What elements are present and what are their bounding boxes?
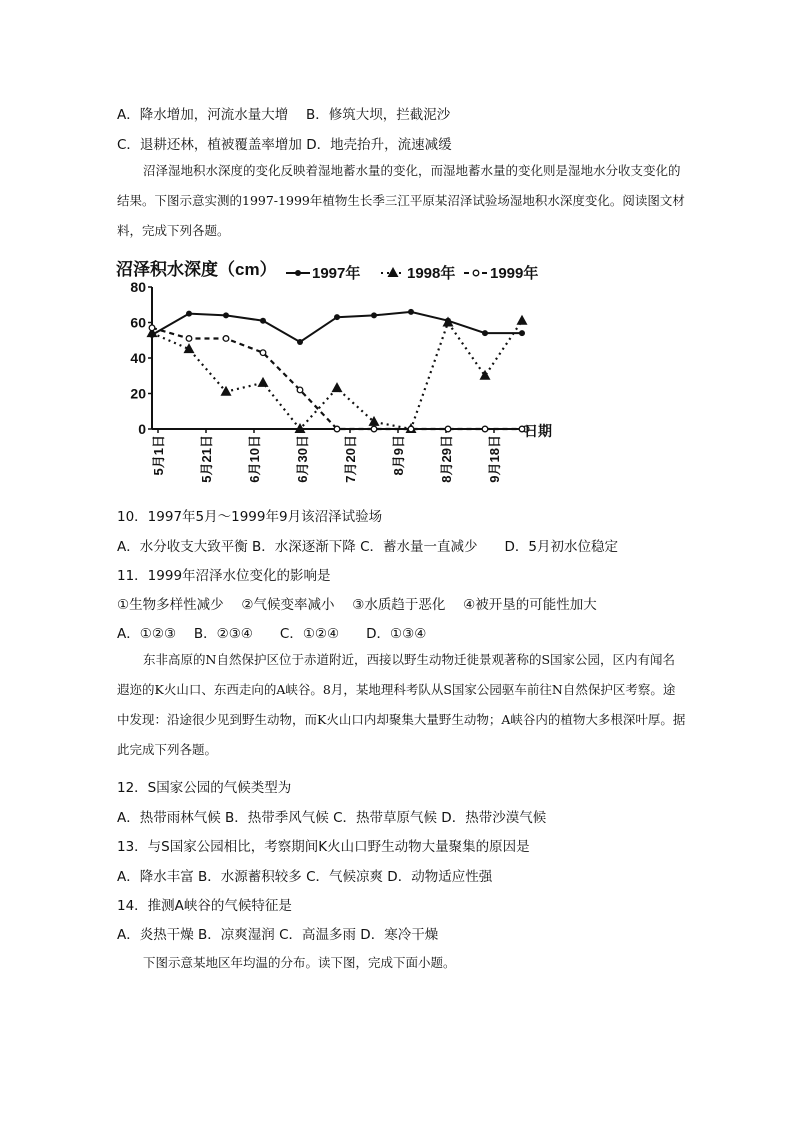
data-point-1997年 (297, 339, 303, 345)
legend-label-1999年: 1999年 (490, 265, 539, 282)
question-9-options-ab: A．降水增加，河流水量大增 B．修筑大坝，拦截泥沙 (117, 107, 451, 123)
passage-temperature (117, 948, 687, 978)
data-point-1999年 (334, 426, 340, 432)
data-point-1999年 (297, 387, 303, 393)
question-9-options-cd: C．退耕还林，植被覆盖率增加 D．地壳抬升，流速减缓 (117, 137, 452, 153)
passage-east-africa-text: 东非高原的N自然保护区位于赤道附近，西接以野生动物迁徙景观著称的S国家公园，区内有闻名遐迩的K火山口、东西走向的A峡谷。8月，某地理科考队从S国家公园驱车前往N自然保护区考察。途中发现：沿途很少见到野生动物，而K火山口内却聚集大量野生动物；A峡谷内的植物大多根深叶厚。据此完成下列各题。 (117, 652, 686, 757)
data-point-1998年 (332, 382, 343, 392)
x-tick-label: 8月9日 (391, 435, 406, 476)
data-point-1997年 (519, 330, 525, 336)
question-11-options: A．①②③ B．②③④ C．①②④ D．①③④ (117, 626, 427, 642)
data-point-1999年 (408, 426, 414, 432)
data-point-1999年 (445, 426, 451, 432)
y-tick-label-0: 0 (138, 421, 146, 437)
question-14-stem: 14．推测A峡谷的气候特征是 (117, 898, 292, 914)
data-point-1997年 (371, 312, 377, 318)
data-point-1998年 (258, 377, 269, 387)
question-12-stem: 12．S国家公园的气候类型为 (117, 780, 292, 796)
data-point-1999年 (149, 325, 155, 331)
data-point-1997年 (223, 312, 229, 318)
passage-swamp (117, 156, 687, 246)
x-tick-label: 6月10日 (247, 435, 262, 483)
y-tick-label-40: 40 (130, 350, 146, 366)
legend-label-1998年: 1998年 (407, 265, 456, 282)
x-axis-label: 日期 (524, 423, 552, 439)
passage-swamp-text: 沼泽湿地积水深度的变化反映着湿地蓄水量的变化，而湿地蓄水量的变化则是湿地水分收支变化的结果。下图示意实测的1997-1999年植物生长季三江平原某沼泽试验场湿地积水深度变化。阅读图文材料，完成下列各题。 (117, 163, 685, 238)
data-point-1997年 (334, 314, 340, 320)
chart-title: 沼泽积水深度（cm） (116, 260, 277, 279)
question-11-items: ①生物多样性减少 ②气候变率减小 ③水质趋于恶化 ④被开垦的可能性加大 (117, 597, 597, 613)
swamp-depth-chart (112, 255, 557, 495)
data-point-1999年 (260, 350, 266, 356)
legend-marker (388, 267, 399, 277)
data-point-1999年 (371, 426, 377, 432)
question-14-options: A．炎热干燥 B．凉爽湿润 C．高温多雨 D．寒冷干燥 (117, 927, 439, 943)
passage-temperature-text: 下图示意某地区年均温的分布。读下图，完成下面小题。 (143, 955, 456, 970)
data-point-1997年 (482, 330, 488, 336)
x-tick-label: 5月21日 (199, 435, 214, 483)
question-11-stem: 11．1999年沼泽水位变化的影响是 (117, 568, 331, 584)
question-10-stem: 10．1997年5月～1999年9月该沼泽试验场 (117, 509, 383, 525)
series-line-1998年 (152, 321, 522, 429)
data-point-1997年 (186, 311, 192, 317)
x-tick-label: 6月30日 (295, 435, 310, 483)
data-point-1997年 (408, 309, 414, 315)
y-tick-label-60: 60 (130, 314, 146, 331)
x-tick-label: 7月20日 (343, 435, 358, 483)
question-13-options: A．降水丰富 B．水源蓄积较多 C．气候凉爽 D．动物适应性强 (117, 869, 493, 885)
data-point-1997年 (260, 318, 266, 324)
legend (286, 264, 538, 282)
data-point-1999年 (482, 426, 488, 432)
data-point-1998年 (369, 416, 380, 426)
legend-marker (473, 270, 479, 276)
data-point-1998年 (517, 315, 528, 325)
x-tick-label: 9月18日 (487, 435, 502, 483)
question-10-options: A．水分收支大致平衡 B．水深逐渐下降 C．蓄水量一直减少 D．5月初水位稳定 (117, 539, 618, 555)
legend-marker (295, 270, 301, 276)
data-point-1999年 (186, 336, 192, 342)
data-point-1999年 (223, 336, 229, 342)
series-line-1999年 (152, 328, 522, 429)
y-tick-label-80: 80 (130, 279, 146, 295)
legend-label-1997年: 1997年 (312, 265, 361, 282)
question-13-stem: 13．与S国家公园相比，考察期间K火山口野生动物大量聚集的原因是 (117, 839, 530, 855)
series-lines (152, 312, 522, 429)
passage-east-africa (117, 645, 687, 765)
x-tick-label: 5月1日 (151, 435, 166, 476)
data-point-1998年 (480, 370, 491, 380)
x-tick-label: 8月29日 (439, 435, 454, 483)
y-tick-label-20: 20 (130, 385, 146, 402)
question-12-options: A．热带雨林气候 B．热带季风气候 C．热带草原气候 D．热带沙漠气候 (117, 810, 547, 826)
plot-axes (130, 279, 529, 483)
